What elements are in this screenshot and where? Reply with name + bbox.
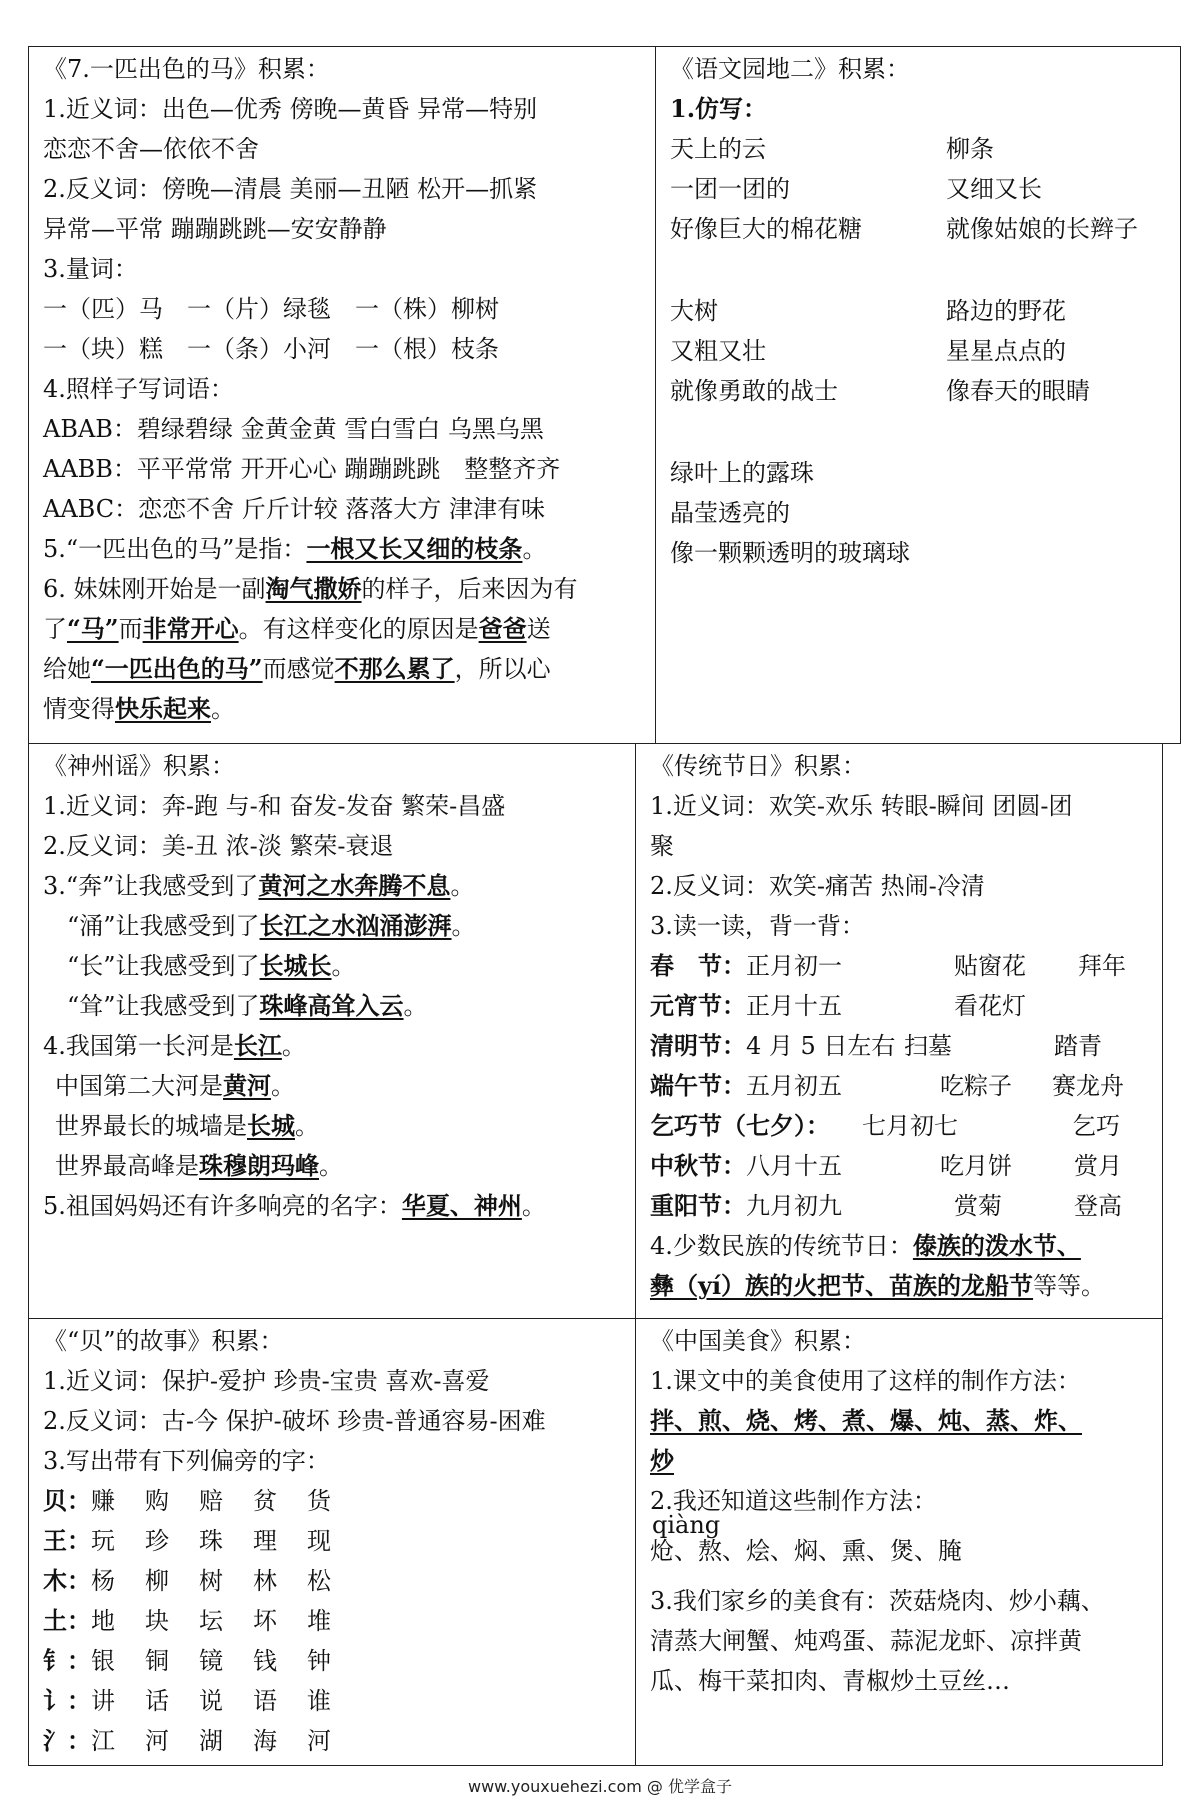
answer: 长城: [247, 1111, 295, 1140]
text-line: [43, 609, 551, 649]
char: 柳: [145, 1567, 169, 1595]
text-line: 1.近义词：出色—优秀 傍晚—黄昏 异常—特别: [43, 95, 538, 123]
radical: 王：: [43, 1526, 91, 1555]
text: 。: [331, 952, 356, 980]
festival-custom: 贴窗花: [954, 952, 1026, 980]
char: 钱: [253, 1647, 277, 1675]
festival-name: 春 节：: [650, 951, 746, 980]
answer: 傣族的泼水节、: [912, 1231, 1081, 1260]
text: 世界最高峰是: [55, 1152, 199, 1180]
radical: 土：: [43, 1606, 91, 1635]
festival-custom: 赏月: [1074, 1152, 1122, 1180]
text: “耸”让我感受到了: [67, 992, 260, 1020]
char: 堆: [307, 1607, 331, 1635]
text-line: 路边的野花: [946, 297, 1066, 325]
char: 玩: [91, 1527, 115, 1555]
char: 理: [253, 1527, 277, 1555]
answer: 炒: [650, 1446, 674, 1475]
text-line: [43, 569, 578, 609]
text-line: 就像姑娘的长辫子: [946, 215, 1138, 243]
festival-date: 五月初五: [746, 1072, 842, 1100]
section-garden: [655, 46, 1181, 744]
text-line: 1.近义词：保护-爱护 珍贵-宝贵 喜欢-喜爱: [43, 1367, 490, 1395]
text-line: 1.近义词：欢笑-欢乐 转眼-瞬间 团圆-团: [650, 792, 1073, 820]
char: 海: [253, 1727, 277, 1755]
festival-date: 七月初七: [862, 1112, 958, 1140]
text-line: [43, 1186, 546, 1226]
text-line: 瓜、梅干菜扣肉、青椒炒土豆丝…: [650, 1667, 1010, 1695]
section-title: 《中国美食》积累：: [650, 1327, 866, 1355]
text-line: 一（匹）马 一（片）绿毯 一（株）柳树: [43, 295, 499, 323]
text: 。: [319, 1152, 343, 1180]
answer: 长江: [233, 1031, 282, 1060]
text-line: 恋恋不舍—依依不舍: [43, 135, 259, 163]
text: 。: [271, 1072, 295, 1100]
text: 3.“奔”让我感受到了: [43, 872, 259, 900]
section-title: 《“贝”的故事》积累：: [43, 1327, 284, 1355]
text-line: [55, 1066, 295, 1106]
section-title: 《传统节日》积累：: [650, 752, 866, 780]
festival-date: 正月初一: [746, 952, 842, 980]
answer: 爸爸: [478, 614, 527, 643]
footer-watermark: www.youxuehezi.com @ 优学盒子: [468, 1777, 732, 1796]
text-line: 天上的云: [670, 135, 766, 163]
text: 世界最长的城墙是: [55, 1112, 247, 1140]
text-line: 大树: [670, 297, 718, 325]
text: 。: [521, 1192, 546, 1220]
char: 话: [145, 1687, 169, 1715]
text-line: [43, 529, 546, 569]
text-line: 2.反义词：傍晚—清晨 美丽—丑陋 松开—抓紧: [43, 175, 538, 203]
char: 江: [91, 1727, 115, 1755]
text-line: [55, 1106, 319, 1146]
festival-name: 端午节：: [650, 1071, 746, 1100]
text-line: 4.照样子写词语：: [43, 375, 234, 403]
text: 4.少数民族的传统节日：: [650, 1232, 913, 1260]
festival-custom: 拜年: [1078, 952, 1126, 980]
text-line: 3.读一读，背一背：: [650, 912, 865, 940]
char: 语: [253, 1687, 277, 1715]
festival-name: 清明节：: [650, 1031, 746, 1060]
text-line: [650, 1266, 1105, 1306]
text-line: 像一颗颗透明的玻璃球: [670, 539, 910, 567]
char: 坛: [199, 1607, 223, 1635]
festival-date: 九月初九: [746, 1192, 842, 1220]
text-line: AABC：恋恋不舍 斤斤计较 落落大方 津津有味: [43, 495, 545, 523]
section-title: 《7.一匹出色的马》积累：: [43, 55, 330, 83]
char: 地: [91, 1607, 115, 1635]
text-line: [43, 649, 551, 689]
answer: 快乐起来: [115, 694, 211, 723]
answer: 黄河之水奔腾不息: [258, 871, 451, 900]
text-line: 就像勇敢的战士: [670, 377, 838, 405]
char: 说: [199, 1687, 223, 1715]
char: 块: [145, 1607, 169, 1635]
answer: 华夏、神州: [401, 1191, 522, 1220]
festival-custom: 乞巧: [1072, 1112, 1120, 1140]
answer: 黄河: [223, 1071, 271, 1100]
text-line: 晶莹透亮的: [670, 499, 790, 527]
text-line: 2.反义词：美-丑 浓-淡 繁荣-衰退: [43, 832, 394, 860]
text-line: 2.反义词：古-今 保护-破坏 珍贵-普通容易-困难: [43, 1407, 546, 1435]
text: 送: [526, 615, 551, 643]
char: 赔: [199, 1487, 223, 1515]
festival-custom: 扫墓: [904, 1032, 952, 1060]
festival-custom: 吃月饼: [940, 1152, 1012, 1180]
char: 镜: [199, 1647, 223, 1675]
char: 贫: [253, 1487, 277, 1515]
char: 钟: [307, 1647, 331, 1675]
text: ，所以心: [454, 655, 551, 683]
text-line: [55, 1146, 343, 1186]
char: 银: [91, 1647, 115, 1675]
text-line: 好像巨大的棉花糖: [670, 215, 862, 243]
text: 而: [118, 615, 143, 643]
text-line: 1.课文中的美食使用了这样的制作方法：: [650, 1367, 1081, 1395]
festival-name: 元宵节：: [650, 991, 746, 1020]
text: 。: [403, 992, 428, 1020]
answer: 拌、煎、烧、烤、煮、爆、炖、蒸、炸、: [650, 1406, 1082, 1435]
radical: 木：: [43, 1566, 91, 1595]
text: 情变得: [43, 695, 115, 723]
text-line: 1.仿写：: [670, 94, 768, 123]
radical: 贝：: [43, 1486, 91, 1515]
festival-date: 正月十五: [746, 992, 842, 1020]
text: 。: [450, 872, 475, 900]
answer: 长江之水汹涌澎湃: [259, 911, 452, 940]
text: 4.我国第一长河是: [43, 1032, 234, 1060]
char: 河: [145, 1727, 169, 1755]
answer: 不那么累了: [334, 654, 455, 683]
section-horse: [28, 46, 656, 744]
text-line: 聚: [650, 832, 674, 860]
answer: 长城长: [259, 951, 332, 980]
char: 树: [199, 1567, 223, 1595]
char: 谁: [307, 1687, 331, 1715]
answer: “一匹出色的马”: [91, 654, 263, 683]
festival-date: 八月十五: [746, 1152, 842, 1180]
char: 购: [145, 1487, 169, 1515]
festival-custom: 看花灯: [954, 992, 1026, 1020]
section-food: [635, 1318, 1163, 1766]
text-line: 一团一团的: [670, 175, 790, 203]
answer: 彝（yí）族的火把节、苗族的龙船节: [650, 1271, 1034, 1300]
festival-custom: 登高: [1074, 1192, 1122, 1220]
text: 。: [522, 535, 547, 563]
radical: 氵：: [43, 1726, 91, 1755]
radical: 钅：: [43, 1646, 91, 1675]
text-line: 柳条: [946, 135, 994, 163]
char: 坏: [253, 1607, 277, 1635]
answer: 非常开心: [142, 614, 239, 643]
char: 珍: [145, 1527, 169, 1555]
festival-custom: 踏青: [1054, 1032, 1102, 1060]
text-line: [43, 866, 474, 906]
char: 林: [253, 1567, 277, 1595]
text-line: 3.量词：: [43, 255, 138, 283]
text: 6. 妹妹刚开始是一副: [43, 575, 266, 603]
char: 讲: [91, 1687, 115, 1715]
text: 给她: [43, 655, 91, 683]
text: “涌”让我感受到了: [67, 912, 260, 940]
answer: 珠穆朗玛峰: [199, 1151, 319, 1180]
text-line: [43, 1026, 306, 1066]
text-line: 异常—平常 蹦蹦跳跳—安安静静: [43, 215, 387, 243]
pinyin: qiàng: [652, 1511, 721, 1539]
text: 了: [43, 615, 67, 643]
answer: 一根又长又细的枝条: [306, 534, 523, 563]
text-line: 星星点点的: [946, 337, 1066, 365]
text-line: [43, 689, 235, 729]
festival-custom: 赏菊: [954, 1192, 1002, 1220]
text: 的样子，后来因为有: [361, 575, 578, 603]
text-line: 又粗又壮: [670, 337, 766, 365]
festival-name: 重阳节：: [650, 1191, 746, 1220]
festival-name: 中秋节：: [650, 1151, 746, 1180]
char: 湖: [199, 1727, 223, 1755]
answer: 珠峰高耸入云: [259, 991, 404, 1020]
text-line: ABAB：碧绿碧绿 金黄金黄 雪白雪白 乌黑乌黑: [43, 415, 544, 443]
text: 等等。: [1033, 1272, 1106, 1300]
text: 。: [281, 1032, 306, 1060]
text: 。: [451, 912, 476, 940]
text-line: 3.我们家乡的美食有：茨菇烧肉、炒小藕、: [650, 1587, 1105, 1615]
text-line: [67, 906, 476, 946]
char: 珠: [199, 1527, 223, 1555]
text: “长”让我感受到了: [67, 952, 260, 980]
section-festivals: [635, 743, 1163, 1319]
text-line: 一（块）糕 一（条）小河 一（根）枝条: [43, 335, 499, 363]
text-line: [67, 986, 428, 1026]
text: 5.“一匹出色的马”是指：: [43, 535, 307, 563]
text: 中国第二大河是: [55, 1072, 223, 1100]
radical: 讠：: [43, 1686, 91, 1715]
text-line: 绿叶上的露珠: [670, 459, 814, 487]
festival-name: 乞巧节（七夕）：: [650, 1111, 830, 1140]
section-title: 《神州谣》积累：: [43, 752, 235, 780]
text-line: 2.我还知道这些制作方法：: [650, 1487, 937, 1515]
char: 河: [307, 1727, 331, 1755]
text: 。: [211, 695, 235, 723]
text-line: 像春天的眼睛: [946, 377, 1090, 405]
char: 货: [307, 1487, 331, 1515]
text: 。: [295, 1112, 319, 1140]
text-line: AABB：平平常常 开开心心 蹦蹦跳跳 整整齐齐: [43, 455, 561, 483]
festival-date: 4 月 5 日左右: [746, 1032, 896, 1060]
festival-custom: 吃粽子: [940, 1072, 1012, 1100]
text-line: 炝、熬、烩、焖、熏、煲、腌: [650, 1537, 962, 1565]
text: 。有这样变化的原因是: [238, 615, 479, 643]
char: 杨: [91, 1567, 115, 1595]
text-line: 又细又长: [946, 175, 1042, 203]
text: 而感觉: [262, 655, 335, 683]
text-line: 清蒸大闸蟹、炖鸡蛋、蒜泥龙虾、凉拌黄: [650, 1627, 1082, 1655]
text: 5.祖国妈妈还有许多响亮的名字：: [43, 1192, 402, 1220]
answer: 淘气撒娇: [265, 574, 362, 603]
text-line: 1.近义词：奔-跑 与-和 奋发-发奋 繁荣-昌盛: [43, 792, 506, 820]
char: 松: [307, 1567, 331, 1595]
text-line: [67, 946, 356, 986]
section-shenzhou: [28, 743, 636, 1319]
char: 铜: [145, 1647, 169, 1675]
section-title: 《语文园地二》积累：: [670, 55, 910, 83]
char: 赚: [91, 1487, 115, 1515]
festival-custom: 赛龙舟: [1052, 1072, 1124, 1100]
char: 现: [307, 1527, 331, 1555]
text-line: [650, 1226, 1081, 1266]
section-shell: [28, 1318, 636, 1766]
text-line: 2.反义词：欢笑-痛苦 热闹-冷清: [650, 872, 985, 900]
answer: “马”: [67, 614, 119, 643]
text-line: 3.写出带有下列偏旁的字：: [43, 1447, 330, 1475]
